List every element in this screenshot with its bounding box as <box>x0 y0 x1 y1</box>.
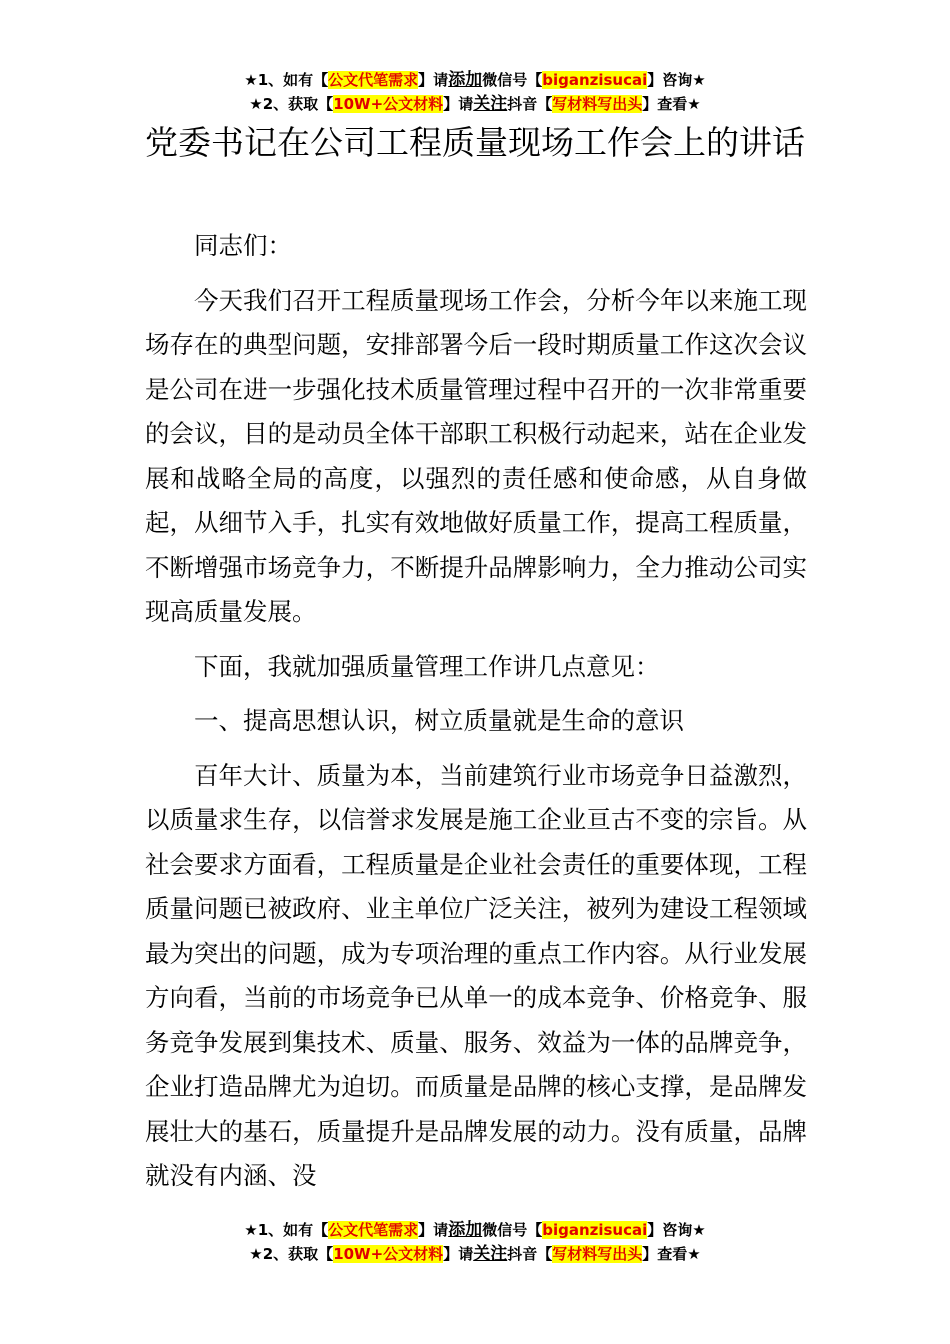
banner-line-2 <box>0 92 950 116</box>
salutation: 同志们： <box>194 231 292 260</box>
banner-text: 】查看★ <box>642 1245 701 1263</box>
banner-text: 】咨询★ <box>647 71 706 89</box>
banner-emphasis: 添加 <box>448 1220 483 1240</box>
banner-text: 】咨询★ <box>647 1221 706 1239</box>
banner-text: 】请 <box>443 1245 474 1263</box>
banner-line-2 <box>0 1242 950 1266</box>
banner-text: 微信号【 <box>482 71 543 89</box>
highlight-materials: 10W+公文材料 <box>333 95 444 113</box>
banner-text: 】请 <box>443 95 474 113</box>
banner-text: ★1、如有【 <box>244 1221 329 1239</box>
banner-text: ★2、获取【 <box>249 1245 334 1263</box>
banner-line-1 <box>0 68 950 92</box>
section-heading-1: 一、提高思想认识，树立质量就是生命的意识 <box>194 706 684 735</box>
document-title: 党委书记在公司工程质量现场工作会上的讲话 <box>145 123 805 162</box>
highlight-service: 公文代笔需求 <box>328 71 419 89</box>
banner-text: ★1、如有【 <box>244 71 329 89</box>
paragraph-intro: 今天我们召开工程质量现场工作会，分析今年以来施工现场存在的典型问题，安排部署今后一段时期质量工作这次会议是公司在进一步强化技术质量管理过程中召开的一次非常重要的会议，目的是动员全体干部职工积极行动起来，站在企业发展和战略全局的高度，以强烈的责任感和使命感，从自身做起，从细节入手，扎实有效地做好质量工作，提高工程质量，不断增强市场竞争力，不断提升品牌影响力，全力推动公司实现高质量发展。 <box>145 285 807 626</box>
footer-banner <box>0 1218 950 1266</box>
highlight-wechat-id: biganzisucai <box>542 71 648 89</box>
banner-text: 抖音【 <box>507 1245 553 1263</box>
highlight-douyin-account: 写材料写出头 <box>552 1245 643 1263</box>
banner-text: 】请 <box>418 1221 449 1239</box>
banner-emphasis: 添加 <box>448 70 483 90</box>
banner-text: 微信号【 <box>482 1221 543 1239</box>
highlight-wechat-id: biganzisucai <box>542 1221 648 1239</box>
banner-emphasis: 关注 <box>473 94 508 114</box>
banner-text: ★2、获取【 <box>249 95 334 113</box>
highlight-service: 公文代笔需求 <box>328 1221 419 1239</box>
paragraph-transition: 下面，我就加强质量管理工作讲几点意见： <box>194 651 660 681</box>
header-banner <box>0 68 950 116</box>
banner-line-1 <box>0 1218 950 1242</box>
document-body <box>145 224 807 1199</box>
banner-emphasis: 关注 <box>473 1244 508 1264</box>
highlight-douyin-account: 写材料写出头 <box>552 95 643 113</box>
banner-text: 抖音【 <box>507 95 553 113</box>
banner-text: 】请 <box>418 71 449 89</box>
banner-text: 】查看★ <box>642 95 701 113</box>
paragraph-section-1: 百年大计、质量为本，当前建筑行业市场竞争日益激烈，以质量求生存，以信誉求发展是施工企业亘古不变的宗旨。从社会要求方面看，工程质量是企业社会责任的重要体现，工程质量问题已被政府、业主单位广泛关注，被列为建设工程领域最为突出的问题，成为专项治理的重点工作内容。从行业发展方向看，当前的市场竞争已从单一的成本竞争、价格竞争、服务竞争发展到集技术、质量、服务、效益为一体的品牌竞争，企业打造品牌尤为迫切。而质量是品牌的核心支撑，是品牌发展壮大的基石，质量提升是品牌发展的动力。没有质量，品牌就没有内涵、没 <box>145 760 807 1190</box>
highlight-materials: 10W+公文材料 <box>333 1245 444 1263</box>
